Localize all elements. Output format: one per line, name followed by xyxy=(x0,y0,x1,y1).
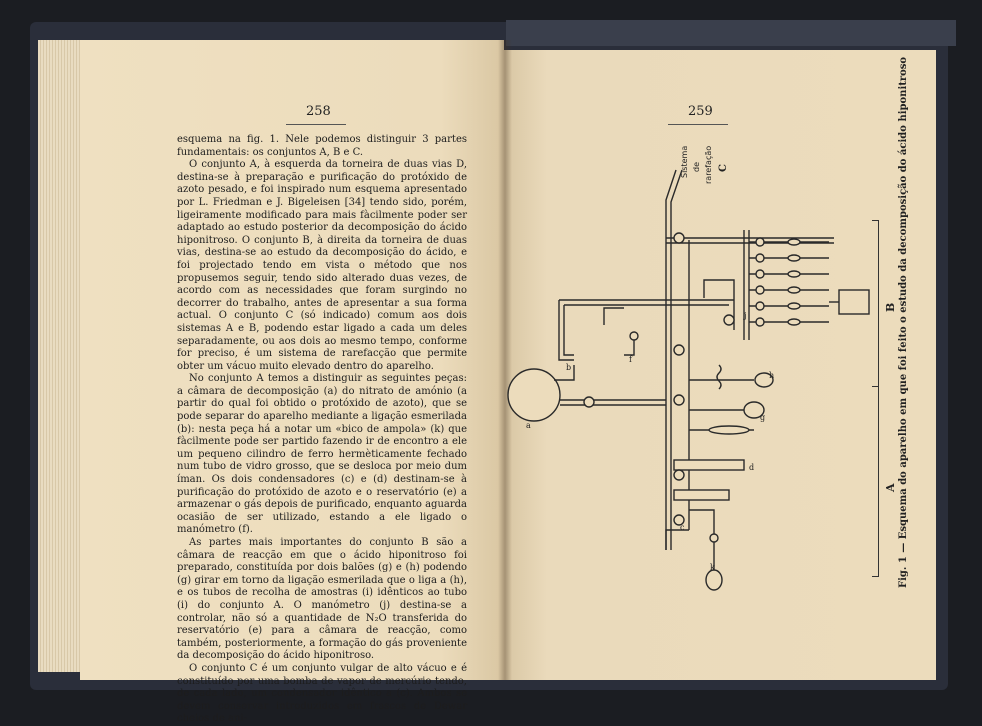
label-f: f xyxy=(629,355,632,364)
bracket-tick-top xyxy=(872,220,879,221)
paragraph-1: esquema na fig. 1. Nele podemos distinguir 3 partes fundamentais: os conjuntos A, B e C. xyxy=(177,134,467,158)
label-b: b xyxy=(566,363,572,372)
label-g: g xyxy=(760,413,766,422)
label-c: C xyxy=(718,164,729,172)
bracket-tick-bottom xyxy=(872,576,879,577)
page-number-right: 259 xyxy=(688,104,713,119)
bracket-line xyxy=(878,220,879,576)
page-edges xyxy=(38,40,82,672)
label-a-big: A xyxy=(884,483,897,492)
label-h: h xyxy=(769,371,775,380)
header-rule-left xyxy=(286,124,346,125)
label-a: a xyxy=(526,421,531,430)
page-number-left: 258 xyxy=(306,104,331,119)
bracket-tick-mid xyxy=(872,386,879,387)
label-b-big: B xyxy=(884,302,897,312)
paragraph-3: No conjunto A temos a distinguir as seguintes peças: a câmara de decomposição (a) do nitrato de amónio (a partir do qual foi obtido o protóxido de azoto), que se pode separar do aparelho mediante a ligação esmerilada (b): nesta peça há a notar um «bico de ampola» (k) que fàcilmente pode ser partido fazendo ir de encontro a ele um pequeno cilindro de ferro hermèticamente fechado num tubo de vidro grosso, que se desloca por meio dum íman. Os dois condensadores (c) e (d) destinam-se à purificação do protóxido de azoto e o reservatório (e) a armazenar o gás depois de purificado, enquanto aguarda ocasião de ser utilizado, estando a ele ligado o manómetro (f). xyxy=(177,373,467,536)
left-page-body xyxy=(177,134,467,726)
header-rule-right xyxy=(668,124,728,125)
label-d: d xyxy=(749,463,755,472)
paragraph-5: O conjunto C é um conjunto vulgar de alto vácuo e é constituído por uma bomba de vapor de mercúrio tendo, de cada lado, um condensador idêntico a (c). Ambos se devem conservar introduzidos em frascos de Dewar cheios de ani- xyxy=(177,662,467,725)
paragraph-2: O conjunto A, à esquerda da torneira de duas vias D, destina-se à preparação e purificação do protóxido de azoto pesado, e foi inspirado num esquema apresentado por L. Friedman e J. Bigeleisen [34] tendo sido, porém, ligeiramente modificado para mais fàcilmente poder ser adaptado ao estudo posterior da decomposição do ácido hiponitroso. O conjunto B, à direita da torneira de duas vias, destina-se ao estudo da decomposição do ácido, e foi projectado tendo em vista o método que nos propusemos seguir, tendo sido alterado duas vezes, de acordo com as necessidades que foram surgindo no decorrer do trabalho, antes de apresentar a sua forma actual. O conjunto C (só indicado) comum aos dois sistemas A e B, podendo estar ligado a cada um deles separadamente, ou aos dois ao mesmo tempo, conforme for preciso, é um sistema de rarefacção que permite obter um vácuo muito elevado dentro do aparelho. xyxy=(177,159,467,372)
figure-caption: Fig. 1 — Esquema do aparelho em que foi feito o estudo da decomposição do ácido hiponitroso xyxy=(898,56,909,588)
system-label-1: Sistema xyxy=(680,145,689,178)
label-k: k xyxy=(710,563,715,572)
system-label-2: de xyxy=(692,162,701,172)
label-c-small: c xyxy=(680,523,685,532)
paragraph-4: As partes mais importantes do conjunto B são a câmara de reacção em que o ácido hiponitroso foi preparado, constituída por dois balões (g) e (h) podendo (g) girar em torno da ligação esmerilada que o liga a (h), e os tubos de recolha de amostras (i) idênticos ao tubo (i) do conjunto A. O manómetro (j) destina-se a controlar, não só a quantidade de N₂O transferida do reservatório (e) para a câmara de reacção, como também, posteriormente, a formação do gás proveniente da decomposição do ácido hiponitroso. xyxy=(177,537,467,662)
system-label-3: rarefação xyxy=(704,145,713,184)
book-cover-top xyxy=(506,20,956,46)
label-j: j xyxy=(744,311,747,320)
